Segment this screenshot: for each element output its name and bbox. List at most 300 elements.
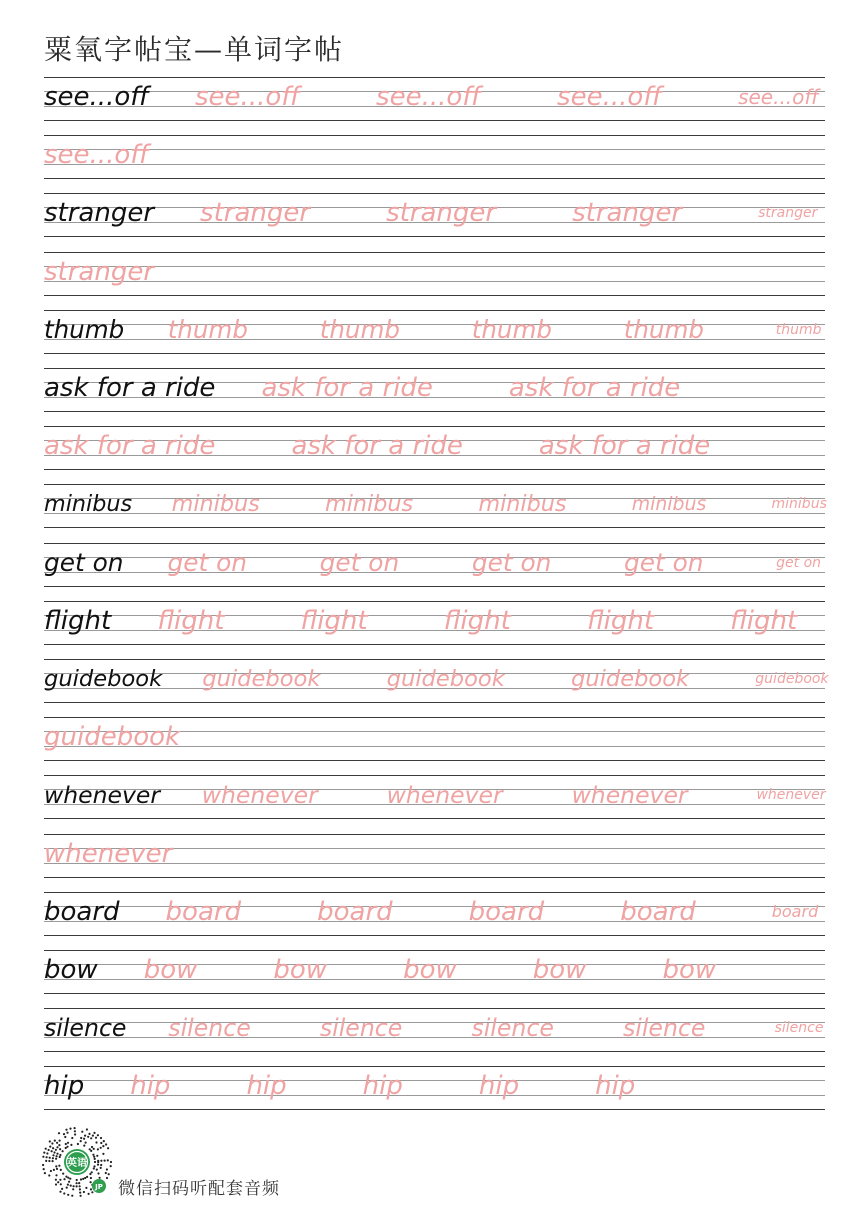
practice-row <box>44 1066 825 1110</box>
trace-word: guidebook <box>44 722 181 753</box>
qr-dot <box>56 1142 58 1144</box>
qr-dot <box>65 1129 67 1131</box>
qr-dot <box>52 1147 54 1149</box>
qr-dot <box>106 1177 108 1179</box>
qr-dot <box>43 1168 45 1170</box>
qr-dot <box>51 1150 53 1152</box>
qr-dot <box>74 1130 76 1132</box>
qr-dot <box>91 1146 93 1148</box>
practice-row <box>44 368 825 412</box>
qr-dot <box>67 1184 69 1186</box>
qr-dot <box>87 1136 89 1138</box>
qr-dot <box>73 1185 75 1187</box>
qr-corner-label: JP <box>95 1183 103 1191</box>
guide-line <box>44 543 825 544</box>
qr-dot <box>78 1182 80 1184</box>
qr-dot <box>97 1172 99 1174</box>
qr-dot <box>80 1137 82 1139</box>
qr-code-icon[interactable] <box>40 1126 114 1200</box>
trace-word: silence <box>774 1020 824 1037</box>
qr-dot <box>93 1167 95 1169</box>
guide-line <box>44 644 825 645</box>
trace-word: bow <box>532 955 587 985</box>
trace-word: flight <box>730 605 798 636</box>
qr-dot <box>99 1177 101 1179</box>
practice-row <box>44 892 825 936</box>
trace-word: get on <box>776 554 822 571</box>
guide-line <box>44 513 825 514</box>
qr-dot <box>59 1154 61 1156</box>
qr-dot <box>56 1153 58 1155</box>
trace-word: whenever <box>201 781 318 810</box>
qr-dot <box>70 1185 72 1187</box>
trace-word: bow <box>143 955 198 985</box>
qr-dot <box>92 1135 94 1137</box>
qr-dot <box>59 1148 61 1150</box>
trace-word: hip <box>478 1071 520 1102</box>
trace-word: ask for a ride <box>508 373 681 403</box>
guide-line <box>44 572 825 573</box>
qr-dot <box>55 1183 57 1185</box>
trace-word: minibus <box>478 491 567 518</box>
qr-dot <box>48 1174 50 1176</box>
trace-word: whenever <box>756 787 826 804</box>
qr-dot <box>53 1169 55 1171</box>
qr-dot <box>84 1177 86 1179</box>
trace-word: minibus <box>631 493 707 516</box>
guide-line <box>44 149 825 150</box>
qr-dot <box>54 1140 56 1142</box>
qr-dot <box>90 1181 92 1183</box>
qr-dot <box>97 1164 99 1166</box>
qr-dot <box>42 1164 44 1166</box>
trace-word: get on <box>319 547 400 577</box>
qr-dot <box>67 1177 69 1179</box>
qr-dot <box>74 1133 76 1135</box>
qr-dot <box>103 1140 105 1142</box>
trace-word: hip <box>130 1071 171 1102</box>
trace-word: whenever <box>44 838 173 869</box>
qr-dot <box>63 1192 65 1194</box>
guide-line <box>44 702 825 703</box>
qr-dot <box>110 1161 112 1163</box>
model-word: flight <box>44 605 112 636</box>
guide-line <box>44 586 825 587</box>
qr-dot <box>94 1158 96 1160</box>
qr-dot <box>97 1148 99 1150</box>
qr-dot <box>61 1188 63 1190</box>
model-word: ask for a ride <box>44 373 216 403</box>
trace-word: guidebook <box>202 666 321 692</box>
guide-line <box>44 193 825 194</box>
qr-dot <box>67 1142 69 1144</box>
practice-row <box>44 426 825 470</box>
model-word: thumb <box>44 314 125 344</box>
qr-dot <box>71 1137 73 1139</box>
qr-dot <box>74 1127 76 1129</box>
qr-dot <box>49 1140 51 1142</box>
guide-line <box>44 1051 825 1052</box>
guide-line <box>44 760 825 761</box>
practice-row <box>44 950 825 994</box>
guide-line <box>44 353 825 354</box>
qr-dot <box>89 1148 91 1150</box>
qr-dot <box>80 1195 82 1197</box>
trace-word: bow <box>273 955 328 985</box>
trace-word: flight <box>300 605 368 636</box>
guide-line <box>44 818 825 819</box>
qr-dot <box>110 1165 112 1167</box>
guide-line <box>44 426 825 427</box>
trace-word: board <box>771 901 819 921</box>
qr-dot <box>96 1155 98 1157</box>
trace-word: stranger <box>572 198 683 229</box>
qr-dot <box>107 1159 109 1161</box>
trace-word: board <box>468 896 545 927</box>
guide-line <box>44 834 825 835</box>
qr-dot <box>79 1192 81 1194</box>
qr-dot <box>67 1194 69 1196</box>
practice-row <box>44 834 825 878</box>
trace-word: silence <box>471 1014 554 1043</box>
trace-word: silence <box>319 1014 403 1043</box>
qr-dot <box>90 1150 92 1152</box>
trace-word: hip <box>246 1071 287 1102</box>
qr-dot <box>65 1143 67 1145</box>
qr-dot <box>108 1173 110 1175</box>
qr-dot <box>90 1137 92 1139</box>
qr-dot <box>46 1156 48 1158</box>
guide-line <box>44 120 825 121</box>
qr-dot <box>65 1147 67 1149</box>
qr-dot <box>52 1154 54 1156</box>
practice-row <box>44 310 825 354</box>
qr-dot <box>89 1173 91 1175</box>
trace-word: minibus <box>771 496 827 513</box>
guide-line <box>44 717 825 718</box>
qr-dot <box>95 1137 97 1139</box>
practice-row <box>44 717 825 761</box>
qr-dot <box>68 1181 70 1183</box>
guide-line <box>44 1109 825 1110</box>
qr-dot <box>85 1187 87 1189</box>
qr-dot <box>100 1137 102 1139</box>
trace-word: minibus <box>324 491 414 518</box>
trace-word: hip <box>362 1071 403 1102</box>
trace-word: thumb <box>471 314 552 344</box>
qr-dot <box>88 1193 90 1195</box>
qr-dot <box>83 1145 85 1147</box>
qr-dot <box>55 1165 57 1167</box>
model-word: hip <box>44 1071 85 1102</box>
qr-dot <box>66 1146 68 1148</box>
model-word: minibus <box>44 491 133 518</box>
qr-dot <box>79 1185 81 1187</box>
qr-dot <box>56 1146 58 1148</box>
guide-line <box>44 1008 825 1009</box>
trace-word: board <box>620 896 696 927</box>
model-word: whenever <box>44 781 161 810</box>
guide-line <box>44 339 825 340</box>
qr-dot <box>76 1179 78 1181</box>
qr-dot <box>48 1149 50 1151</box>
qr-dot <box>104 1160 106 1162</box>
qr-dot <box>58 1132 60 1134</box>
trace-word: get on <box>167 547 248 577</box>
guide-line <box>44 164 825 165</box>
qr-dot <box>57 1181 59 1183</box>
qr-dot <box>72 1188 74 1190</box>
practice-row <box>44 484 825 528</box>
guide-line <box>44 295 825 296</box>
practice-row <box>44 1008 825 1052</box>
qr-dot <box>60 1169 62 1171</box>
guide-line <box>44 178 825 179</box>
qr-dot <box>100 1147 102 1149</box>
guide-line <box>44 469 825 470</box>
qr-dot <box>93 1165 95 1167</box>
model-word: get on <box>44 547 124 577</box>
trace-word: guidebook <box>570 666 690 692</box>
qr-dot <box>49 1146 51 1148</box>
qr-dot <box>106 1168 108 1170</box>
qr-badge-label: 英语 <box>67 1158 87 1169</box>
qr-dot <box>62 1150 64 1152</box>
model-word: see...off <box>44 82 150 112</box>
guide-line <box>44 892 825 893</box>
trace-word: flight <box>586 605 655 636</box>
qr-dot <box>91 1191 93 1193</box>
qr-dot <box>83 1138 85 1140</box>
qr-dot <box>48 1160 50 1162</box>
qr-dot <box>80 1178 82 1180</box>
practice-row <box>44 659 829 703</box>
practice-row <box>44 543 825 587</box>
qr-dot <box>84 1135 86 1137</box>
qr-dot <box>70 1144 72 1146</box>
qr-dot <box>44 1172 46 1174</box>
guide-line <box>44 281 825 282</box>
trace-word: bow <box>662 955 717 985</box>
model-word: stranger <box>44 198 155 229</box>
qr-dot <box>59 1140 61 1142</box>
trace-word: thumb <box>623 314 704 344</box>
practice-row <box>44 193 825 237</box>
qr-dot <box>94 1161 96 1163</box>
trace-word: whenever <box>571 781 688 810</box>
trace-word: minibus <box>171 491 260 518</box>
qr-dot <box>45 1148 47 1150</box>
guide-line <box>44 77 825 78</box>
trace-word: silence <box>623 1014 706 1043</box>
trace-word: thumb <box>775 321 822 338</box>
qr-dot <box>69 1128 71 1130</box>
qr-dot <box>76 1185 78 1187</box>
qr-dot <box>77 1143 79 1145</box>
guide-line <box>44 266 825 267</box>
qr-dot <box>82 1178 84 1180</box>
qr-dot <box>90 1177 92 1179</box>
guide-line <box>44 252 825 253</box>
guide-line <box>44 1066 825 1067</box>
qr-dot <box>52 1160 54 1162</box>
guide-line <box>44 1037 825 1038</box>
qr-dot <box>76 1182 78 1184</box>
guide-line <box>44 950 825 951</box>
trace-word: board <box>165 896 242 927</box>
qr-dot <box>64 1136 66 1138</box>
qr-dot <box>63 1178 65 1180</box>
trace-word: ask for a ride <box>261 373 433 403</box>
audio-scan-note: 微信扫码听配套音频 <box>118 1179 280 1199</box>
trace-word: see...off <box>557 82 663 112</box>
model-word: guidebook <box>44 666 163 692</box>
trace-word: ask for a ride <box>538 431 711 462</box>
qr-dot <box>88 1133 90 1135</box>
guide-line <box>44 935 825 936</box>
practice-row <box>44 601 825 645</box>
guide-line <box>44 368 825 369</box>
trace-word: silence <box>168 1014 251 1043</box>
qr-dot <box>42 1156 44 1158</box>
qr-dot <box>55 1158 57 1160</box>
trace-word: stranger <box>758 205 818 222</box>
qr-dot <box>66 1132 68 1134</box>
guide-line <box>44 921 825 922</box>
qr-dot <box>69 1178 71 1180</box>
qr-dot <box>59 1191 61 1193</box>
guide-line <box>44 906 825 907</box>
qr-dot <box>80 1140 82 1142</box>
qr-dot <box>45 1160 47 1162</box>
guide-line <box>44 1022 825 1023</box>
guide-line <box>44 601 825 602</box>
qr-dot <box>66 1187 68 1189</box>
qr-dot <box>59 1179 61 1181</box>
qr-dot <box>102 1153 104 1155</box>
qr-dot <box>71 1195 73 1197</box>
qr-dot <box>65 1176 67 1178</box>
trace-word: whenever <box>386 781 503 810</box>
trace-word: see...off <box>195 82 301 112</box>
qr-dot <box>79 1188 81 1190</box>
trace-word: bow <box>403 955 457 985</box>
guide-line <box>44 775 825 776</box>
trace-word: see...off <box>44 140 150 171</box>
qr-dot <box>93 1156 95 1158</box>
trace-word: guidebook <box>386 666 505 692</box>
qr-dot <box>100 1160 102 1162</box>
guide-line <box>44 484 825 485</box>
practice-row <box>44 135 825 179</box>
model-word: silence <box>44 1014 127 1043</box>
guide-line <box>44 236 825 237</box>
qr-dot <box>100 1167 102 1169</box>
trace-word: thumb <box>319 314 400 344</box>
qr-dot <box>62 1173 64 1175</box>
qr-dot <box>96 1169 98 1171</box>
footer <box>40 1126 440 1201</box>
qr-dot <box>86 1128 88 1130</box>
qr-dot <box>90 1188 92 1190</box>
qr-dot <box>60 1183 62 1185</box>
trace-word: get on <box>623 547 704 577</box>
guide-line <box>44 993 825 994</box>
qr-dot <box>105 1143 107 1145</box>
guide-line <box>44 411 825 412</box>
qr-dot <box>53 1151 55 1153</box>
qr-dot <box>93 1148 95 1150</box>
trace-word: get on <box>471 547 552 577</box>
guide-line <box>44 498 825 499</box>
qr-dot <box>56 1168 58 1170</box>
trace-word: see...off <box>376 82 482 112</box>
guide-line <box>44 310 825 311</box>
qr-dot <box>55 1179 57 1181</box>
trace-word: board <box>317 896 393 927</box>
model-word: bow <box>44 955 98 985</box>
qr-dot <box>107 1147 109 1149</box>
qr-dot <box>63 1133 65 1135</box>
qr-dot <box>100 1142 102 1144</box>
trace-word: stranger <box>386 198 497 229</box>
qr-dot <box>55 1174 57 1176</box>
qr-dot <box>83 1191 85 1193</box>
qr-dot <box>95 1141 97 1143</box>
qr-dot <box>49 1157 51 1159</box>
qr-dot <box>52 1157 54 1159</box>
qr-dot <box>43 1152 45 1154</box>
qr-dot <box>97 1160 99 1162</box>
trace-word: stranger <box>200 198 311 229</box>
trace-word: hip <box>595 1071 636 1102</box>
page-title: 粟氧字帖宝—单词字帖 <box>44 33 345 66</box>
trace-word: flight <box>157 605 225 636</box>
qr-dot <box>58 1165 60 1167</box>
practice-row <box>44 252 825 296</box>
trace-word: ask for a ride <box>291 431 463 462</box>
guide-line <box>44 877 825 878</box>
qr-dot <box>86 1176 88 1178</box>
qr-dot <box>55 1149 57 1151</box>
qr-dot <box>46 1152 48 1154</box>
guide-line <box>44 527 825 528</box>
trace-word: flight <box>443 605 511 636</box>
qr-dot <box>58 1144 60 1146</box>
practice-row <box>44 77 825 121</box>
qr-dot <box>81 1131 83 1133</box>
qr-dot <box>102 1145 104 1147</box>
qr-dot <box>97 1134 99 1136</box>
qr-dot <box>56 1155 58 1157</box>
qr-dot <box>59 1156 61 1158</box>
practice-row <box>44 775 825 819</box>
trace-word: stranger <box>44 256 155 287</box>
qr-dot <box>105 1172 107 1174</box>
trace-word: guidebook <box>755 671 829 687</box>
guide-line <box>44 135 825 136</box>
qr-dot <box>51 1142 53 1144</box>
qr-dot <box>85 1142 87 1144</box>
trace-word: ask for a ride <box>44 431 216 462</box>
qr-dot <box>100 1164 102 1166</box>
guide-line <box>44 324 825 325</box>
qr-dot <box>93 1132 95 1134</box>
qr-dot <box>50 1170 52 1172</box>
qr-dot <box>92 1154 94 1156</box>
guide-line <box>44 557 825 558</box>
model-word: board <box>44 896 120 927</box>
